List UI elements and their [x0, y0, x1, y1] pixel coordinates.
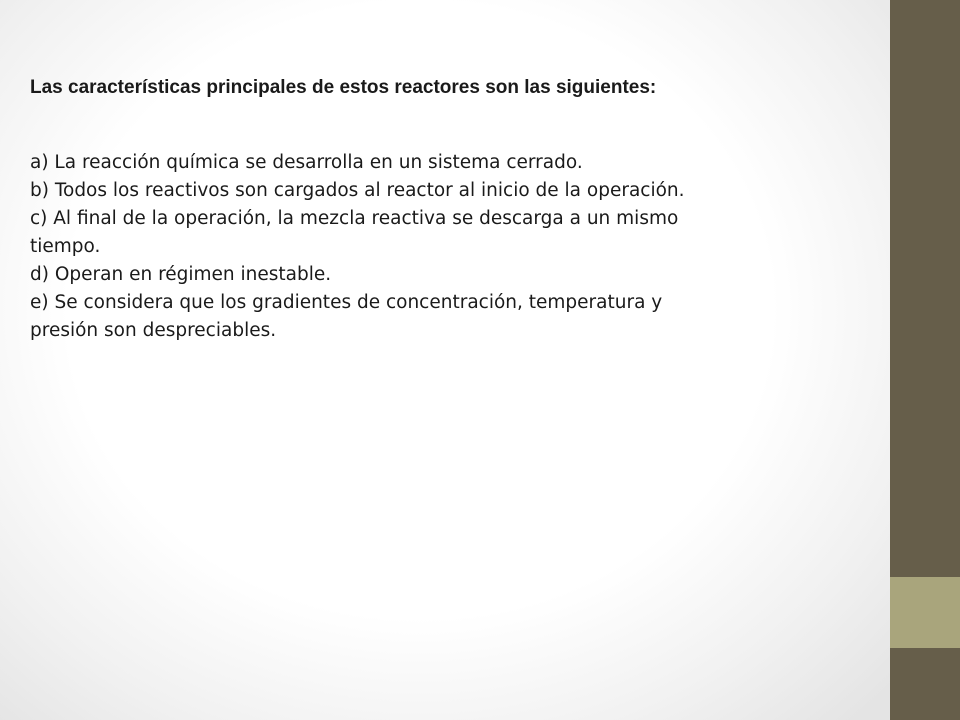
list-item-a: a) La reacción química se desarrolla en un sistema cerrado.	[30, 152, 583, 173]
list-item-d: d) Operan en régimen inestable.	[30, 264, 332, 285]
list-item-c-continued: tiempo.	[30, 236, 101, 257]
decorative-side-accent	[890, 577, 960, 648]
list-item-e-continued: presión son despreciables.	[30, 320, 277, 341]
list-item-c: c) Al final de la operación, la mezcla reactiva se descarga a un mismo	[30, 208, 679, 229]
list-item-e: e) Se considera que los gradientes de concentración, temperatura y	[30, 292, 663, 313]
list-item-b: b) Todos los reactivos son cargados al reactor al inicio de la operación.	[30, 180, 685, 201]
slide-heading: Las características principales de estos reactores son las siguientes:	[30, 77, 657, 98]
slide-body	[30, 149, 880, 345]
